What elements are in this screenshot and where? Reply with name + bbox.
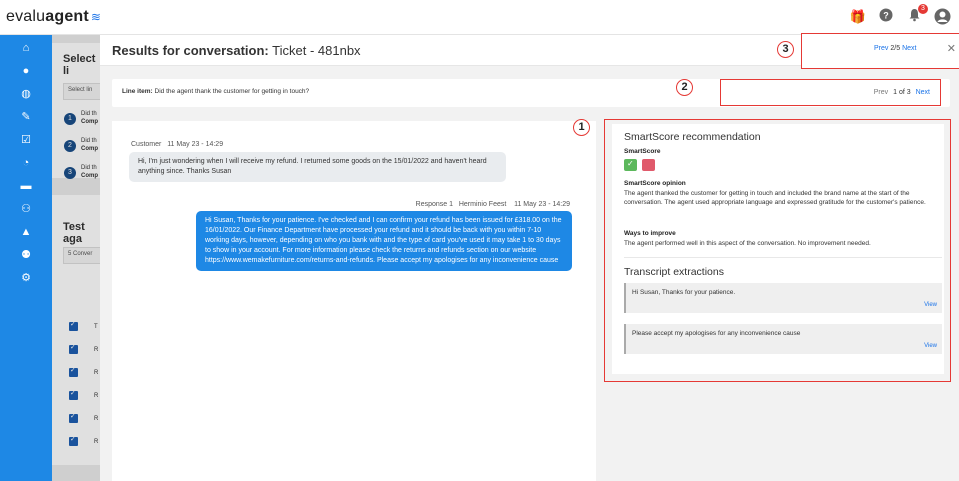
line-item-question: Did the agent thank the customer for getting in touch?	[154, 88, 310, 95]
bell-icon[interactable]	[905, 5, 925, 26]
item-line2: Comp	[81, 173, 98, 179]
logo-bold: agent	[45, 8, 89, 25]
improve-text: The agent performed well in this aspect of the conversation. No improvement needed.	[624, 240, 871, 247]
checkbox-icon[interactable]: ☑	[21, 134, 31, 146]
smartscore-yes-button[interactable]	[624, 159, 637, 171]
logo-prefix: evalu	[6, 8, 46, 25]
line-prev-link[interactable]: Prev	[873, 89, 889, 96]
item-num: 1	[64, 113, 76, 125]
test-dropdown[interactable]: 5 Conver	[63, 247, 102, 264]
sidebar	[0, 35, 52, 481]
smartscore-no-button[interactable]	[642, 159, 655, 171]
extractions-title: Transcript extractions	[624, 266, 724, 278]
agent-time: 11 May 23 - 14:29	[514, 201, 570, 208]
item-num: 2	[64, 140, 76, 152]
customer-message: Hi, I'm just wondering when I will receive my refund. I returned some goods on the 15/01/2022 and haven't heard anything since. Thanks Susan	[129, 152, 506, 182]
close-icon[interactable]: ✕	[946, 43, 956, 55]
extraction-view-link[interactable]: View	[924, 343, 937, 349]
title-rest: Ticket - 481nbx	[272, 43, 361, 58]
test-title: Test aga	[63, 221, 85, 245]
pie-chart-icon[interactable]: ◔	[22, 157, 30, 169]
line-item-nav	[720, 79, 941, 106]
home-icon[interactable]: ⌂	[22, 42, 30, 54]
results-panel	[100, 35, 959, 481]
agent-meta	[416, 201, 570, 208]
line-nav-controls	[874, 89, 930, 96]
line-item-text	[122, 88, 309, 95]
globe-icon[interactable]: ◍	[21, 88, 31, 100]
extraction-item	[624, 324, 942, 354]
opinion-label: SmartScore opinion	[624, 180, 686, 187]
item-line2: Comp	[81, 146, 98, 152]
user-avatar-icon[interactable]	[933, 8, 951, 26]
title-bold: Results for conversation:	[112, 43, 269, 58]
row-label: T	[94, 324, 98, 330]
message-icon[interactable]: ▬	[20, 180, 32, 192]
marker-1: 1	[573, 119, 590, 136]
item-num: 3	[64, 167, 76, 179]
conversation-nav	[801, 33, 959, 69]
top-bar	[0, 0, 959, 35]
customer-name: Customer	[131, 141, 162, 148]
agent-message: Hi Susan, Thanks for your patience. I've checked and I can confirm your refund has been issued for £318.00 on the 16/01/2022. Our Finance Department have processed your refund and it should be back with you within 7-10 working days, however, depending on who you bank with and the type of card you've used it may take 1 to 30 days to show in your account. For more information please check the returns and refunds section on our website https://www.wemakefurniture.com/returns-and-refunds. Please accept my apologises for any inconvenience cause	[196, 211, 572, 271]
divider	[624, 257, 942, 258]
extraction-text: Please accept my apologises for any inconvenience cause	[632, 330, 801, 337]
improve-label: Ways to improve	[624, 230, 676, 237]
svg-text:?: ?	[883, 10, 889, 21]
conversation-total: 5	[896, 45, 901, 52]
settings-icon[interactable]: ⚙	[21, 272, 31, 284]
customer-time: 11 May 23 - 14:29	[167, 141, 224, 148]
conversation-next-link[interactable]: Next	[902, 45, 917, 52]
smartscore-title: SmartScore recommendation	[624, 131, 761, 143]
magic-wand-icon[interactable]: ✎	[21, 111, 31, 123]
conversation-nav-controls	[874, 45, 916, 52]
row-label: R	[94, 439, 99, 445]
smartscore-card	[612, 124, 944, 374]
gift-icon[interactable]: 🎁	[849, 9, 867, 24]
item-line1: Did th	[81, 165, 97, 171]
customer-meta	[131, 141, 223, 148]
overlay-dim	[52, 35, 102, 481]
top-icons	[849, 5, 951, 26]
row-label: R	[94, 393, 99, 399]
opinion-text: The agent thanked the customer for getting in touch and included the brand name at the start of the conversation. The agent used appropriate language and expressed gratitude for the customer's patience.	[624, 190, 926, 206]
row-label: R	[94, 370, 99, 376]
line-item-label: Line item:	[122, 88, 153, 95]
chat-icon[interactable]: ●	[22, 65, 30, 77]
conversation-panel	[112, 121, 596, 481]
agent-name: Herminio Feest	[458, 201, 507, 208]
marker-2: 2	[676, 79, 693, 96]
row-label: R	[94, 347, 99, 353]
response-label: Response 1	[415, 201, 453, 208]
help-icon[interactable]	[877, 8, 895, 26]
select-dropdown[interactable]: Select lin	[63, 83, 102, 100]
smartscore-panel	[604, 119, 951, 382]
extraction-view-link[interactable]: View	[924, 302, 937, 308]
select-title: Select li	[63, 53, 96, 77]
conversation-prev-link[interactable]: Prev	[874, 45, 889, 52]
smartscore-label: SmartScore	[624, 148, 661, 155]
item-line2: Comp	[81, 119, 98, 125]
conversation-current: 2	[890, 45, 895, 52]
users-icon[interactable]: ⚇	[21, 203, 31, 215]
row-label: R	[94, 416, 99, 422]
page-title	[112, 43, 361, 58]
notification-badge: 3	[918, 4, 928, 14]
item-line1: Did th	[81, 138, 97, 144]
extraction-text: Hi Susan, Thanks for your patience.	[632, 289, 736, 296]
extraction-item	[624, 283, 942, 313]
item-line1: Did th	[81, 111, 97, 117]
check-icon: ✓	[627, 159, 634, 168]
user-settings-icon[interactable]: ⚉	[21, 249, 31, 261]
logo-wave-icon: ≋	[90, 10, 102, 24]
conversation-sep: /	[894, 45, 897, 52]
app-logo[interactable]	[6, 8, 101, 26]
line-next-link[interactable]: Next	[915, 89, 930, 96]
marker-3: 3	[777, 41, 794, 58]
graduation-icon[interactable]: ▲	[20, 226, 32, 238]
line-position: 1 of 3	[893, 89, 911, 96]
